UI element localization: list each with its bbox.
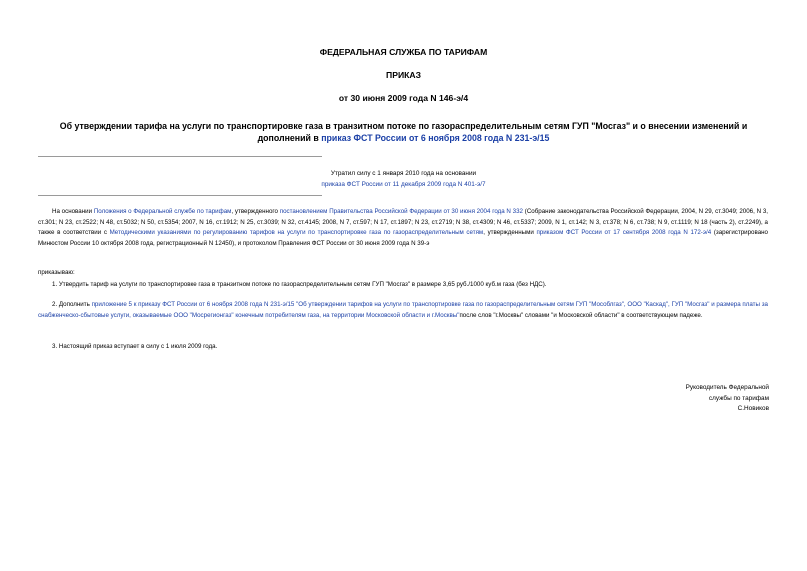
government-decree-link[interactable]: постановлением Правительства Российской Федерации от 30 июня 2004 года N 332 — [279, 208, 523, 215]
lost-force-note — [0, 168, 807, 190]
signature-position-1: Руководитель Федеральной — [685, 384, 769, 391]
preamble-text-3: (Собрание законодательства Российской Федерации, 2004, N 29, ст.3049; 2006, N 3, ст.301; N 23, ст.2522; N 48, ст.5032; N 50, ст.5354; 2007, N 16, ст.1912; N 25, ст.3039; N 32, ст.4145; 2008, N 7, ст.597; N 17, ст.1897; N 23, ст.2719; N 38, ст.4309; N 46, ст.5337; 2009, N 1, ст.142; N 3, ст.378; N 6, ст.738; N 9, ст.1119; N 18 (часть 2), ст.2249), а также в соответствии с — [38, 208, 768, 236]
signature-position-2: службы по тарифам — [708, 394, 769, 402]
preamble-text-5: (зарегистрировано Минюстом России 10 октября 2008 года, регистрационный N 12450), и протоколом Правления ФСТ России от 30 июня 2009 года N 39-э — [38, 229, 768, 247]
item-2-text-1: 2. Дополнить — [52, 301, 92, 308]
signature-block — [569, 383, 769, 415]
title-amended-order-link[interactable]: приказ ФСТ России от 6 ноября 2008 года N 231-э/15 — [321, 133, 550, 143]
item-2 — [38, 300, 768, 321]
fst-regulation-link[interactable]: Положения о Федеральной службе по тарифам — [93, 208, 232, 215]
orders-word: приказываю: — [38, 269, 75, 276]
lost-force-link[interactable]: приказа ФСТ России от 11 декабря 2009 года N 401-э/7 — [321, 181, 486, 188]
methodical-guidelines-link[interactable]: Методическими указаниями по регулированию тарифов на услуги по транспортировке газа по газораспределительным сетям — [109, 229, 484, 236]
lost-force-text: Утратил силу с 1 января 2010 года на основании — [330, 170, 477, 177]
signature-name: С.Новиков — [737, 405, 769, 413]
preamble-text-4: , утвержденными — [483, 229, 537, 236]
separator-bottom — [38, 195, 322, 196]
item-3: 3. Настоящий приказ вступает в силу с 1 июля 2009 года. — [52, 343, 218, 350]
preamble-text-2: , утвержденного — [231, 208, 280, 215]
separator-top — [38, 156, 322, 157]
preamble-paragraph — [38, 207, 768, 249]
doc-type-heading: ПРИКАЗ — [386, 70, 421, 80]
preamble-text-1: На основании — [52, 208, 94, 215]
fst-order-172-link[interactable]: приказом ФСТ России от 17 сентября 2008 года N 172-э/4 — [536, 229, 712, 236]
title-text: Об утверждении тарифа на услуги по транспортировке газа в транзитном потоке по газораспределительным сетям ГУП "Мосгаз" и о внесении изменений и дополнений в — [59, 121, 748, 143]
item-1: 1. Утвердить тариф на услуги по транспортировке газа в транзитном потоке по газораспределительным сетям ГУП "Мосгаз" в размере 3,65 руб./1000 куб.м газа (без НДС). — [52, 281, 547, 288]
doc-date-number: от 30 июня 2009 года N 146-э/4 — [338, 93, 469, 103]
item-2-text-2: после слов "г.Москвы" словами "и Московской области" в соответствующем падеже. — [459, 311, 703, 319]
appendix-5-link[interactable]: приложение 5 к приказу ФСТ России от 6 ноября 2008 года N 231-э/15 "Об утверждении тарифов на услуги по транспортировке газа по газораспределительным сетям ГУП "Мособлгаз", ООО "Каскад", ГУП "Мосгаз" и размера платы за снабженческо-сбытовые услуги, оказываемые ООО "Мосрегионгаз" конечным потребителям газа, на территории Московской области и г.Москвы" — [38, 301, 768, 319]
document-title — [45, 120, 762, 144]
agency-heading: ФЕДЕРАЛЬНАЯ СЛУЖБА ПО ТАРИФАМ — [319, 47, 488, 57]
